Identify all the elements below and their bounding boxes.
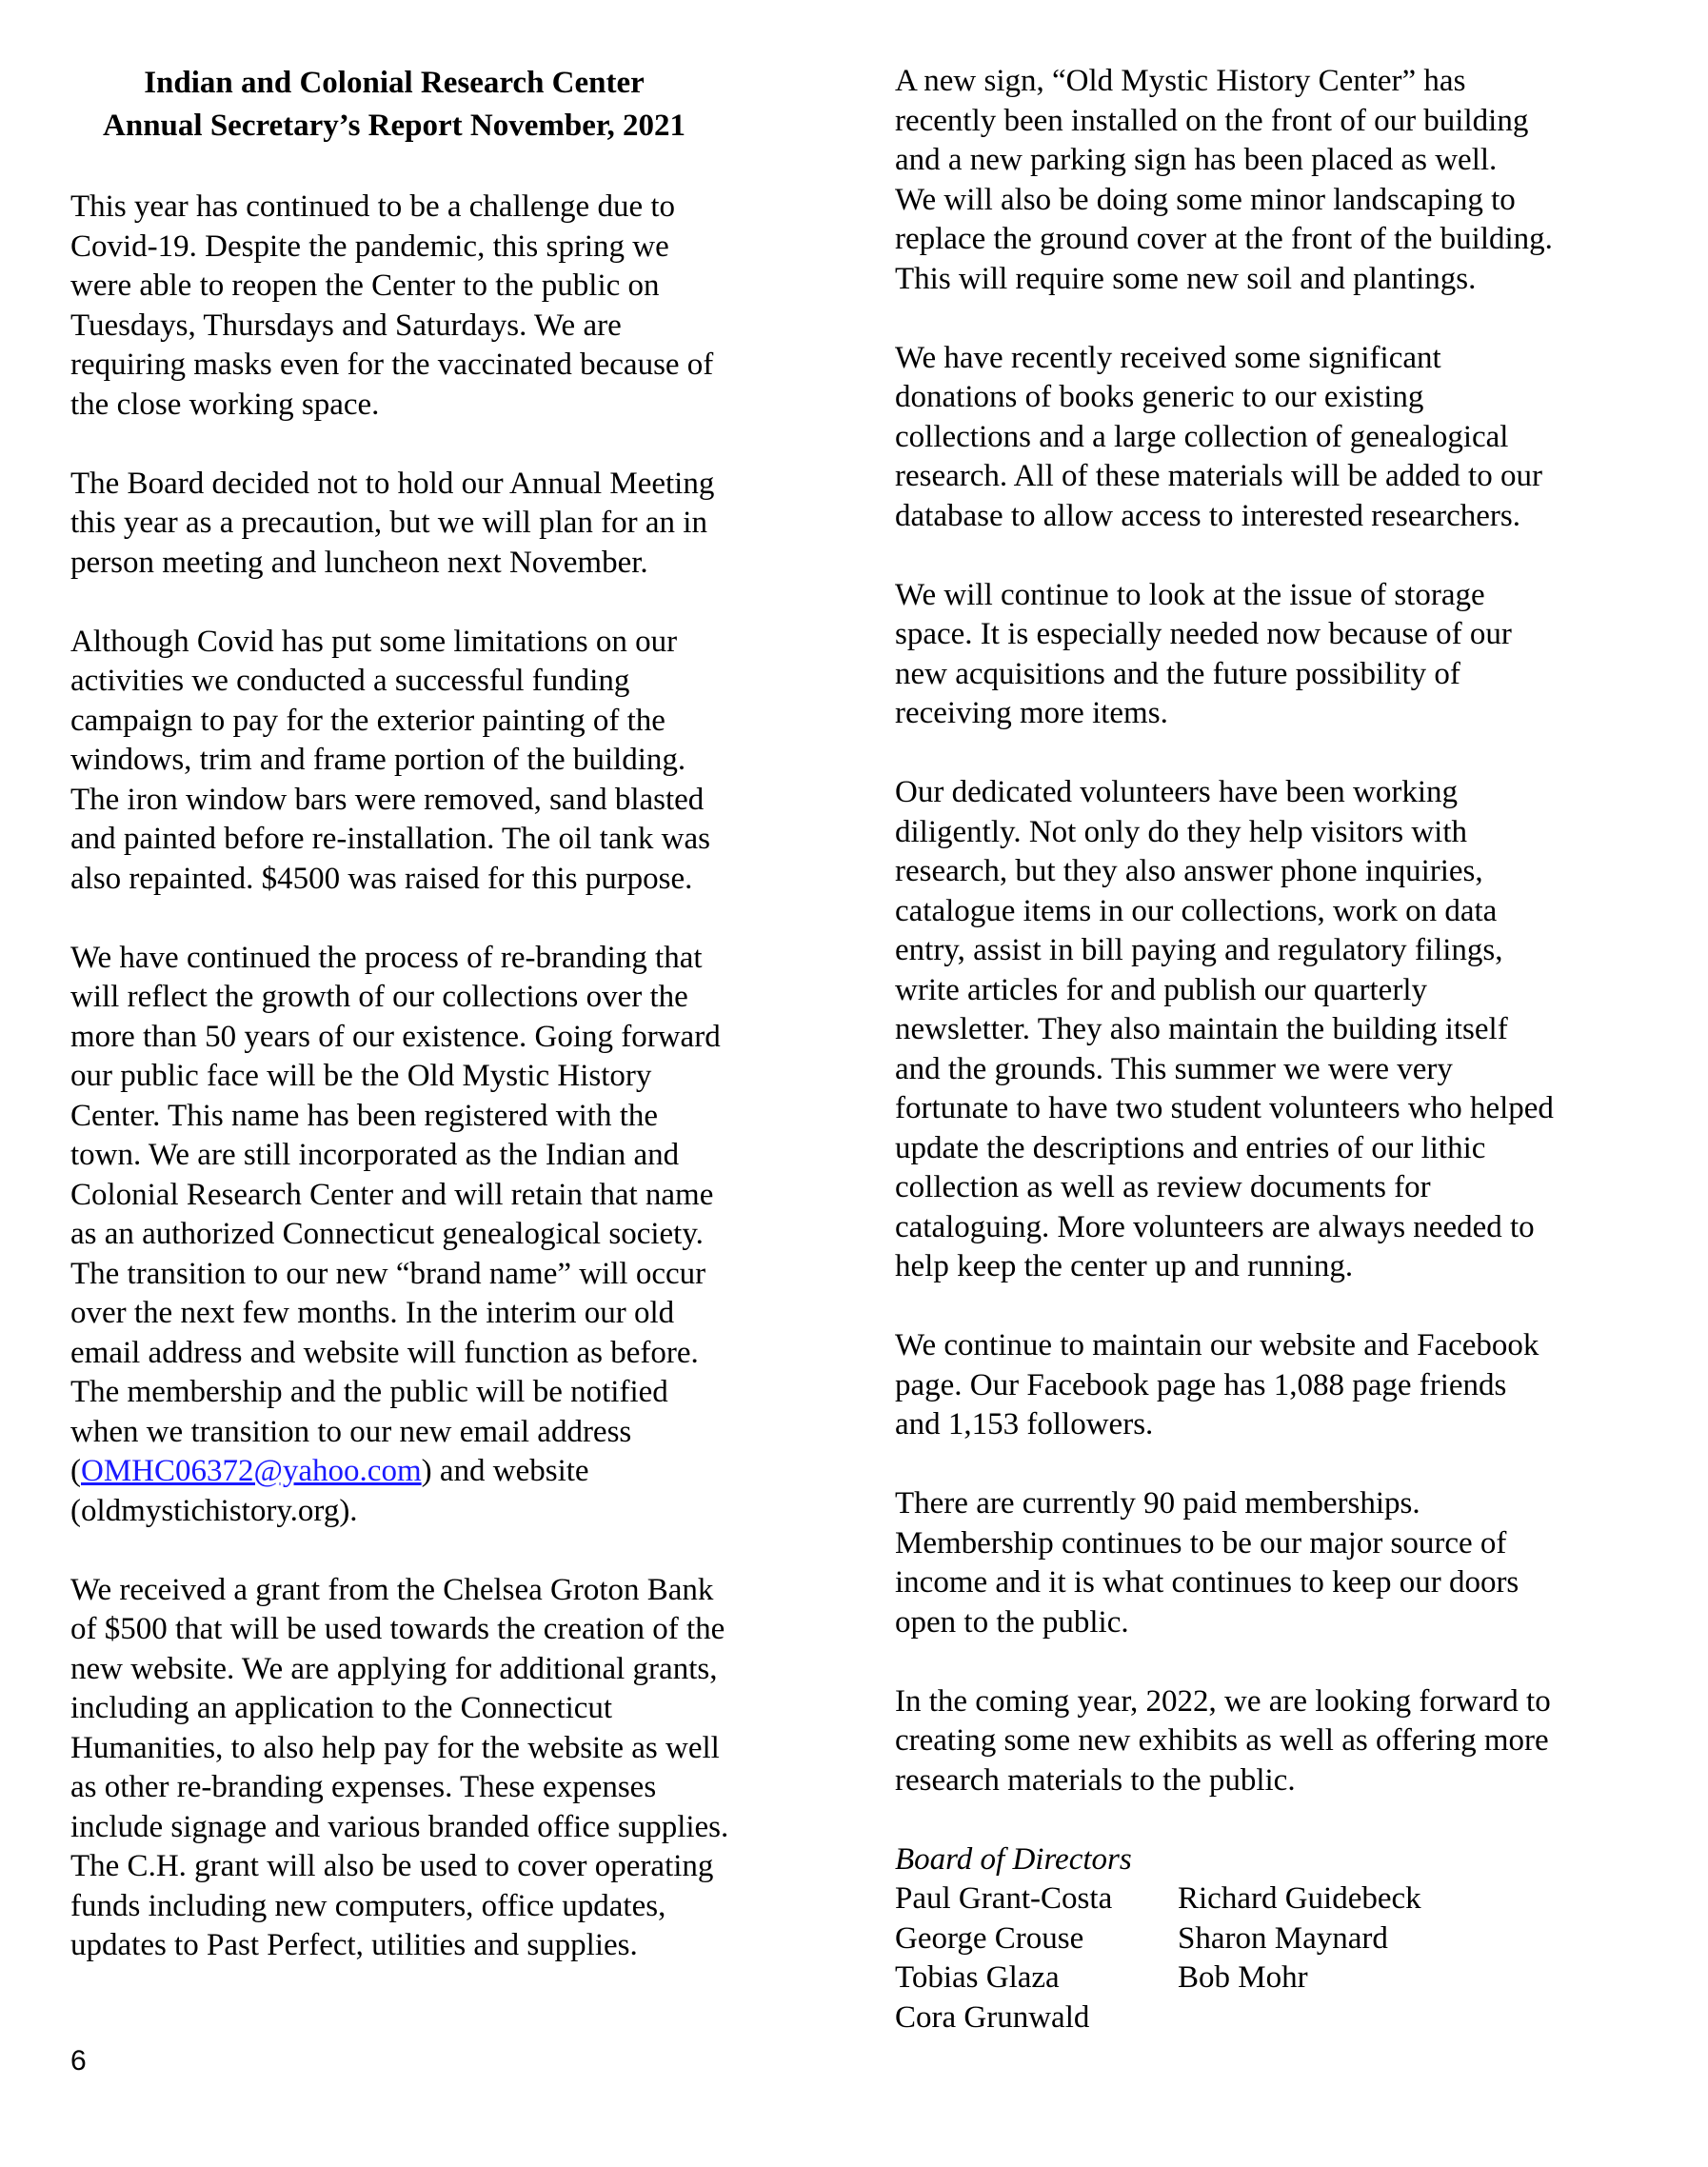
text-line: as an authorized Connecticut genealogical society. <box>70 1217 704 1251</box>
text-line: Humanities, to also help pay for the website as well <box>70 1730 720 1765</box>
text-line: person meeting and luncheon next November. <box>70 545 648 580</box>
board-of-directors <box>895 1840 1638 2038</box>
text-line: entry, assist in bill paying and regulatory filings, <box>895 933 1503 967</box>
text-line: Covid-19. Despite the pandemic, this spring we <box>70 229 669 264</box>
email-line <box>70 1452 794 1492</box>
rebranding-lines <box>70 939 794 1453</box>
text-line: also repainted. $4500 was raised for this purpose. <box>70 861 693 896</box>
text-line: We received a grant from the Chelsea Groton Bank <box>70 1572 714 1607</box>
text-line: windows, trim and frame portion of the building. <box>70 743 686 777</box>
paragraph-volunteers <box>895 773 1638 1287</box>
text-line: The transition to our new “brand name” will occur <box>70 1256 706 1291</box>
board-member: Bob Mohr <box>1178 1960 1308 1995</box>
text-line: updates to Past Perfect, utilities and supplies. <box>70 1928 638 1962</box>
paragraph-covid-reopening <box>70 188 794 425</box>
board-member: Paul Grant-Costa <box>895 1881 1113 1916</box>
text-line: Center. This name has been registered with the <box>70 1098 659 1133</box>
text-line: The iron window bars were removed, sand blasted <box>70 782 705 817</box>
report-title <box>70 62 718 148</box>
text-line: diligently. Not only do they help visitors with <box>895 814 1467 849</box>
text-line: email address and website will function as before. <box>70 1335 699 1370</box>
board-member: Tobias Glaza <box>895 1960 1060 1995</box>
text-line: research materials to the public. <box>895 1762 1296 1798</box>
text-line: In the coming year, 2022, we are looking forward to <box>895 1683 1551 1719</box>
text-line: recently been installed on the front of our building <box>895 103 1529 138</box>
text-line: We have recently received some significant <box>895 340 1441 375</box>
text-line: space. It is especially needed now because of our <box>895 617 1512 651</box>
board-member-list <box>895 1879 1638 2038</box>
text-line: We will continue to look at the issue of storage <box>895 577 1485 612</box>
text-line: and a new parking sign has been placed as well. <box>895 143 1498 177</box>
paragraph-donations <box>895 339 1638 537</box>
text-line: income and it is what continues to keep our doors <box>895 1565 1519 1600</box>
paragraph-memberships <box>895 1484 1638 1642</box>
text-line: This year has continued to be a challenge due to <box>70 189 676 224</box>
text-line: including an application to the Connecticut <box>70 1691 613 1725</box>
text-line: and painted before re-installation. The oil tank was <box>70 822 711 856</box>
text-line: will reflect the growth of our collections over the <box>70 980 688 1014</box>
paragraph-new-sign <box>895 62 1638 299</box>
text-line: open to the public. <box>895 1604 1129 1640</box>
text-line: research, but they also answer phone inquiries, <box>895 854 1483 888</box>
text-line: and 1,153 followers. <box>895 1407 1154 1441</box>
text-line: were able to reopen the Center to the public on <box>70 268 660 303</box>
paragraph-funding-campaign <box>70 623 794 900</box>
text-line: our public face will be the Old Mystic History <box>70 1059 652 1093</box>
board-heading: Board of Directors <box>895 1841 1132 1877</box>
text-line: Our dedicated volunteers have been working <box>895 775 1459 809</box>
text-line: creating some new exhibits as well as offering more <box>895 1723 1549 1758</box>
paragraph-storage <box>895 576 1638 734</box>
text-line: There are currently 90 paid memberships. <box>895 1486 1420 1521</box>
paragraph-annual-meeting <box>70 465 794 584</box>
text-line: We will also be doing some minor landscaping to <box>895 182 1516 217</box>
text-line: campaign to pay for the exterior painting of the <box>70 703 665 738</box>
text-line: activities we conducted a successful funding <box>70 664 630 698</box>
text-line: catalogue items in our collections, work on data <box>895 893 1498 928</box>
board-member: Richard Guidebeck <box>1178 1881 1421 1916</box>
board-member: Sharon Maynard <box>1178 1920 1388 1956</box>
email-open-paren: ( <box>70 1454 81 1488</box>
text-line: replace the ground cover at the front of the building. <box>895 222 1553 256</box>
left-column <box>70 62 794 1966</box>
page-number: 6 <box>70 2045 87 2077</box>
text-line: include signage and various branded office supplies. <box>70 1809 729 1844</box>
text-line: A new sign, “Old Mystic History Center” has <box>895 64 1466 98</box>
email-link[interactable]: OMHC06372@yahoo.com <box>81 1454 422 1488</box>
website-line: (oldmystichistory.org). <box>70 1493 358 1528</box>
text-line: Colonial Research Center and will retain that name <box>70 1177 714 1212</box>
paragraph-coming-year <box>895 1682 1638 1801</box>
text-line: The C.H. grant will also be used to cover operating <box>70 1849 714 1883</box>
text-line: We continue to maintain our website and Facebook <box>895 1328 1539 1362</box>
email-line-rest: ) and website <box>421 1454 589 1488</box>
text-line: as other re-branding expenses. These expenses <box>70 1770 657 1804</box>
text-line: collection as well as review documents for <box>895 1170 1431 1204</box>
text-line: The Board decided not to hold our Annual Meeting <box>70 466 715 501</box>
text-line: receiving more items. <box>895 696 1168 730</box>
text-line: This will require some new soil and plantings. <box>895 261 1477 296</box>
text-line: newsletter. They also maintain the building itself <box>895 1012 1508 1046</box>
text-line: this year as a precaution, but we will plan for an in <box>70 506 707 540</box>
text-line: collections and a large collection of genealogical <box>895 419 1509 454</box>
text-line: Although Covid has put some limitations on our <box>70 624 678 659</box>
text-line: when we transition to our new email address <box>70 1414 632 1449</box>
text-line: requiring masks even for the vaccinated because of <box>70 348 714 382</box>
paragraph-rebranding <box>70 939 794 1532</box>
text-line: the close working space. <box>70 387 380 422</box>
board-member: George Crouse <box>895 1920 1084 1956</box>
text-line: help keep the center up and running. <box>895 1249 1354 1283</box>
text-line: donations of books generic to our existing <box>895 380 1424 414</box>
text-line: funds including new computers, office updates, <box>70 1888 666 1923</box>
text-line: cataloguing. More volunteers are always needed to <box>895 1209 1535 1244</box>
text-line: more than 50 years of our existence. Going forward <box>70 1019 721 1054</box>
right-column <box>895 62 1638 2038</box>
text-line: of $500 that will be used towards the creation of the <box>70 1612 725 1646</box>
text-line: We have continued the process of re-branding that <box>70 940 703 975</box>
paragraph-grant <box>70 1571 794 1966</box>
text-line: research. All of these materials will be added to our <box>895 459 1542 493</box>
text-line: over the next few months. In the interim our old <box>70 1296 675 1330</box>
title-line-1: Indian and Colonial Research Center <box>144 66 645 100</box>
board-member: Cora Grunwald <box>895 1999 1090 2035</box>
text-line: The membership and the public will be notified <box>70 1375 668 1409</box>
text-line: new acquisitions and the future possibility of <box>895 656 1460 691</box>
text-line: new website. We are applying for additional grants, <box>70 1651 718 1686</box>
text-line: and the grounds. This summer we were very <box>895 1051 1453 1086</box>
title-line-2: Annual Secretary’s Report November, 2021 <box>103 109 685 143</box>
text-line: town. We are still incorporated as the Indian and <box>70 1138 680 1172</box>
text-line: Tuesdays, Thursdays and Saturdays. We are <box>70 308 622 343</box>
paragraph-website-facebook <box>895 1326 1638 1445</box>
text-line: Membership continues to be our major source of <box>895 1525 1507 1561</box>
board-member <box>1178 1998 1463 2038</box>
text-line: database to allow access to interested researchers. <box>895 498 1520 533</box>
text-line: page. Our Facebook page has 1,088 page friends <box>895 1367 1507 1402</box>
text-line: update the descriptions and entries of our lithic <box>895 1130 1486 1165</box>
text-line: write articles for and publish our quarterly <box>895 972 1427 1007</box>
text-line: fortunate to have two student volunteers who helped <box>895 1091 1554 1125</box>
